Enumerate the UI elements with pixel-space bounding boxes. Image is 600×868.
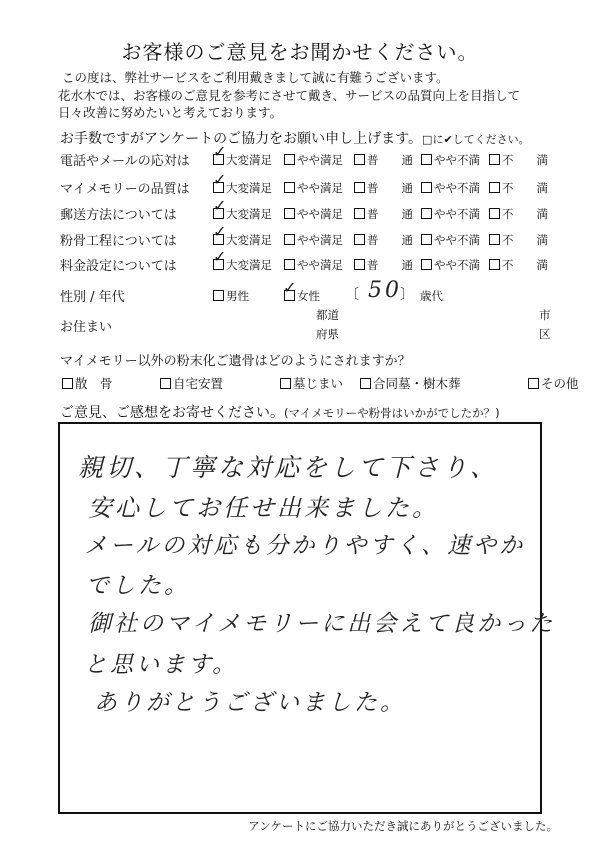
rating-option[interactable] <box>284 257 343 273</box>
age-suffix: 歳代 <box>420 289 443 303</box>
rating-option[interactable] <box>421 180 480 196</box>
instruction-text: お手数ですがアンケートのご協力をお願い申し上げます。 <box>60 131 423 147</box>
rating-option-label: 普 通 <box>367 207 413 221</box>
rating-checkbox[interactable] <box>421 234 432 245</box>
rating-checkbox[interactable] <box>284 259 295 270</box>
comment-line-4: でした。 <box>86 573 190 599</box>
rating-option[interactable] <box>489 180 548 196</box>
age-bracket-open: 〔 <box>345 287 359 303</box>
rating-option-label: やや満足 <box>297 153 343 167</box>
rating-option-label: 不 満 <box>502 258 548 272</box>
gender-age-label: 性別 / 年代 <box>60 290 125 305</box>
rating-option[interactable] <box>421 257 480 273</box>
remains-option[interactable] <box>160 374 223 392</box>
rating-option[interactable] <box>421 232 480 248</box>
remains-option-label: 散 骨 <box>75 376 113 391</box>
comment-line-2: 安心してお任せ出来ました。 <box>88 494 439 522</box>
rating-checkbox[interactable] <box>489 234 500 245</box>
rating-option-label: 普 通 <box>367 233 413 247</box>
rating-option-label: 不 満 <box>502 233 548 247</box>
male-checkbox[interactable] <box>213 290 224 301</box>
rating-option-label: 大変満足 <box>226 207 272 221</box>
rating-option-label: 不 満 <box>502 153 548 167</box>
address-ku: 区 <box>539 327 551 341</box>
remains-option-label: その他 <box>541 376 579 391</box>
rating-option[interactable] <box>284 232 343 248</box>
instruction-checkbox-hint: □に✔してください。 <box>422 133 530 146</box>
rating-option[interactable] <box>354 152 413 168</box>
rating-option-label: 普 通 <box>367 153 413 167</box>
rating-option-label: 大変満足 <box>226 233 272 247</box>
rating-option[interactable] <box>284 152 343 168</box>
rating-option-label: 大変満足 <box>226 181 272 195</box>
rating-option[interactable] <box>421 206 480 222</box>
remains-checkbox[interactable] <box>280 378 291 389</box>
check-mark-icon: ✓ <box>213 170 227 189</box>
check-mark-icon: ✓ <box>213 142 227 161</box>
comment-prompt <box>60 402 500 422</box>
rating-option[interactable] <box>489 206 548 222</box>
comment-line-6: と思います。 <box>84 652 239 678</box>
female-label: 女性 <box>297 289 320 303</box>
remains-checkbox[interactable] <box>528 378 539 389</box>
rating-option-label: やや満足 <box>297 233 343 247</box>
rating-option-label: やや満足 <box>297 258 343 272</box>
comment-line-5: 御社のマイメモリーに出会えて良かった <box>88 611 556 637</box>
footer-thanks: アンケートにご協力いただき誠にありがとうございました。 <box>248 819 558 833</box>
comment-line-3: メールの対応も分かりやすく、速やか <box>84 533 526 559</box>
remains-checkbox[interactable] <box>62 378 73 389</box>
rating-option-label: 不 満 <box>502 181 548 195</box>
address-todo: 都道 <box>316 308 339 322</box>
comment-prompt-sub: (マイメモリーや粉骨はいかがでしたか？) <box>284 406 500 420</box>
male-label: 男性 <box>226 289 249 303</box>
address-label: お住まい <box>60 320 113 335</box>
rating-checkbox[interactable] <box>421 154 432 165</box>
rating-option[interactable] <box>284 180 343 196</box>
survey-instruction <box>60 128 530 148</box>
check-mark-icon: ✓ <box>213 247 227 266</box>
rating-option-label: やや不満 <box>434 233 480 247</box>
gender-male-option[interactable] <box>213 288 249 304</box>
rating-checkbox[interactable] <box>489 259 500 270</box>
question-label: 粉骨工程については <box>60 234 177 249</box>
remains-option-label: 自宅安置 <box>173 376 224 391</box>
rating-checkbox[interactable] <box>421 208 432 219</box>
remains-option[interactable] <box>280 374 343 392</box>
address-fuken: 府県 <box>316 327 339 341</box>
question-label: 郵送方法については <box>60 208 177 223</box>
age-handwritten: 50 <box>368 278 402 303</box>
rating-checkbox[interactable] <box>354 154 365 165</box>
age-bracket-close: 〕 <box>400 287 414 303</box>
rating-option-label: やや満足 <box>297 181 343 195</box>
check-mark-icon: ✓ <box>213 196 227 215</box>
remains-question: マイメモリー以外の粉末化ご遺骨はどのようにされますか？ <box>60 354 411 369</box>
rating-option[interactable] <box>354 232 413 248</box>
comment-line-1: 親切、丁寧な対応をして下さり、 <box>78 453 499 482</box>
intro-line-1: この度は、弊社サービスをご利用戴きまして誠に有難うございます。 <box>62 70 449 85</box>
rating-option-label: やや不満 <box>434 258 480 272</box>
female-check-mark-icon: ✓ <box>283 278 297 297</box>
rating-checkbox[interactable] <box>421 259 432 270</box>
question-label: 料金設定については <box>60 259 177 274</box>
intro-line-3: 日々改善に努めたいと考えております。 <box>58 105 283 120</box>
remains-option[interactable] <box>528 374 579 392</box>
rating-option-label: やや不満 <box>434 207 480 221</box>
rating-option[interactable] <box>354 206 413 222</box>
rating-option[interactable] <box>354 180 413 196</box>
rating-checkbox[interactable] <box>354 234 365 245</box>
rating-checkbox[interactable] <box>489 208 500 219</box>
survey-title: お客様のご意見をお聞かせください。 <box>121 40 479 64</box>
comment-line-7: ありがとうございました。 <box>94 690 406 716</box>
rating-option-label: 普 通 <box>367 181 413 195</box>
rating-checkbox[interactable] <box>284 208 295 219</box>
rating-checkbox[interactable] <box>354 259 365 270</box>
rating-option[interactable] <box>489 257 548 273</box>
remains-option[interactable] <box>62 374 113 392</box>
rating-checkbox[interactable] <box>284 154 295 165</box>
rating-option-label: 普 通 <box>367 258 413 272</box>
intro-line-2: 花水木では、お客様のご意見を参考にさせて戴き、サービスの品質向上を目指して <box>58 88 521 103</box>
rating-option[interactable] <box>489 152 548 168</box>
remains-option-label: 墓じまい <box>293 376 344 391</box>
rating-option-label: 大変満足 <box>226 153 272 167</box>
rating-option[interactable] <box>489 232 548 248</box>
remains-checkbox[interactable] <box>360 378 371 389</box>
rating-checkbox[interactable] <box>354 208 365 219</box>
rating-option-label: 大変満足 <box>226 258 272 272</box>
rating-checkbox[interactable] <box>421 182 432 193</box>
rating-option-label: 不 満 <box>502 207 548 221</box>
rating-option[interactable] <box>354 257 413 273</box>
check-mark-icon: ✓ <box>213 222 227 241</box>
rating-checkbox[interactable] <box>489 154 500 165</box>
address-shi: 市 <box>539 308 551 322</box>
question-label: マイメモリーの品質は <box>60 182 190 197</box>
rating-checkbox[interactable] <box>489 182 500 193</box>
question-label: 電話やメールの応対は <box>60 154 190 169</box>
rating-option[interactable] <box>284 206 343 222</box>
remains-option[interactable] <box>360 374 461 392</box>
rating-checkbox[interactable] <box>354 182 365 193</box>
remains-option-label: 合同墓・樹木葬 <box>373 376 461 391</box>
remains-checkbox[interactable] <box>160 378 171 389</box>
rating-checkbox[interactable] <box>284 182 295 193</box>
rating-option[interactable] <box>421 152 480 168</box>
rating-option-label: やや満足 <box>297 207 343 221</box>
comment-prompt-text: ご意見、ご感想をお寄せください。 <box>60 405 284 421</box>
rating-option-label: やや不満 <box>434 181 480 195</box>
rating-option-label: やや不満 <box>434 153 480 167</box>
rating-checkbox[interactable] <box>284 234 295 245</box>
